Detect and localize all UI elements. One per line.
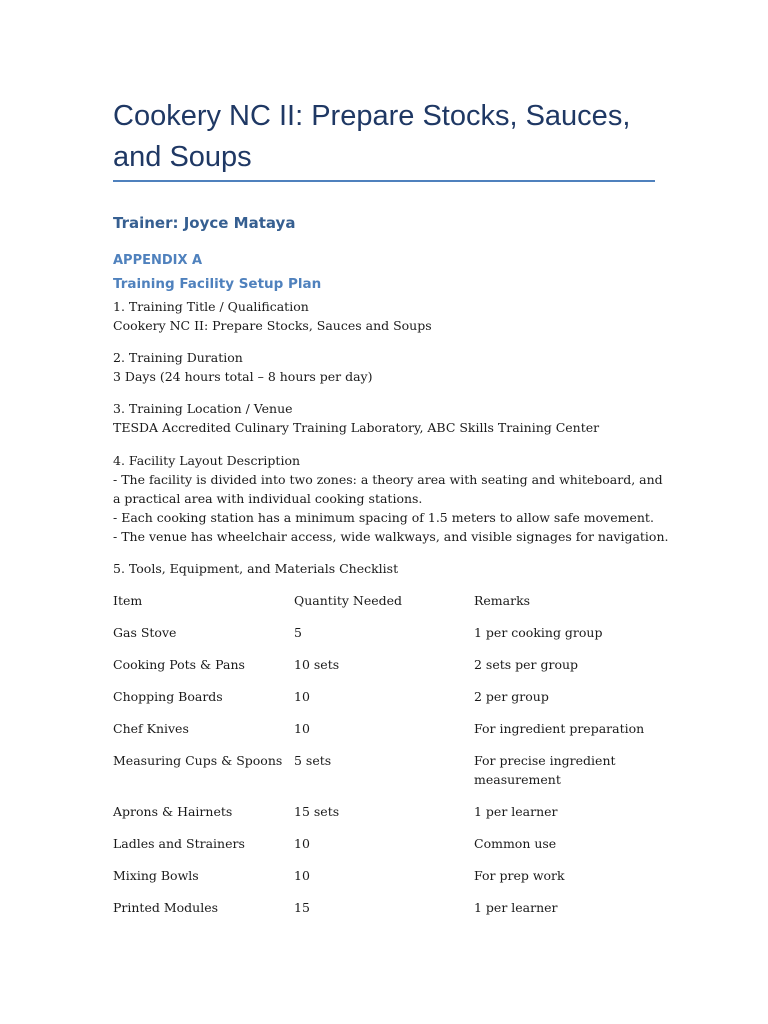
cell-remarks: 1 per learner	[474, 804, 558, 819]
cell-quantity: 10	[294, 836, 310, 851]
cell-remarks: 2 sets per group	[474, 657, 579, 672]
section-heading: 4. Facility Layout Description	[113, 453, 301, 468]
cell-item: Printed Modules	[113, 900, 219, 915]
cell-remarks: For prep work	[474, 868, 565, 883]
column-header-item: Item	[113, 593, 143, 608]
section-text: TESDA Accredited Culinary Training Laboratory, ABC Skills Training Center	[113, 420, 600, 435]
layout-line: - The venue has wheelchair access, wide walkways, and visible signages for navigation.	[113, 529, 669, 544]
section-heading: 2. Training Duration	[113, 350, 243, 365]
setup-plan-heading: Training Facility Setup Plan	[113, 276, 322, 292]
section-facility-layout	[113, 451, 673, 546]
cell-item: Chef Knives	[113, 721, 189, 736]
cell-item: Mixing Bowls	[113, 868, 199, 883]
section-checklist	[113, 559, 673, 578]
section-text: Cookery NC II: Prepare Stocks, Sauces and Soups	[113, 318, 432, 333]
cell-item: Measuring Cups & Spoons	[113, 753, 283, 768]
cell-quantity: 10	[294, 721, 310, 736]
cell-remarks: 2 per group	[474, 689, 549, 704]
document-title: Cookery NC II: Prepare Stocks, Sauces, and Soups	[113, 100, 631, 173]
cell-remarks: Common use	[474, 836, 557, 851]
section-training-title	[113, 297, 673, 335]
cell-remarks: For ingredient preparation	[474, 721, 645, 736]
cell-quantity: 15 sets	[294, 804, 340, 819]
cell-quantity: 10 sets	[294, 657, 340, 672]
section-text: 3 Days (24 hours total – 8 hours per day)	[113, 369, 373, 384]
section-training-duration	[113, 348, 673, 386]
cell-quantity: 15	[294, 900, 310, 915]
cell-item: Aprons & Hairnets	[113, 804, 233, 819]
cell-quantity: 10	[294, 689, 310, 704]
cell-quantity: 5 sets	[294, 753, 332, 768]
section-heading: 1. Training Title / Qualification	[113, 299, 309, 314]
appendix-heading: APPENDIX A	[113, 253, 203, 268]
cell-quantity: 10	[294, 868, 310, 883]
title-divider	[113, 180, 655, 182]
section-training-location	[113, 399, 673, 437]
layout-line: - The facility is divided into two zones: a theory area with seating and whiteboard, and a practical area with individual cooking stations.	[113, 472, 663, 506]
section-heading: 3. Training Location / Venue	[113, 401, 293, 416]
cell-remarks: 1 per cooking group	[474, 625, 603, 640]
section-heading: 5. Tools, Equipment, and Materials Checklist	[113, 561, 399, 576]
cell-remarks: For precise ingredient measurement	[474, 753, 616, 787]
column-header-quantity: Quantity Needed	[294, 593, 403, 608]
column-header-remarks: Remarks	[474, 593, 531, 608]
cell-item: Cooking Pots & Pans	[113, 657, 245, 672]
cell-item: Ladles and Strainers	[113, 836, 245, 851]
cell-item: Gas Stove	[113, 625, 177, 640]
trainer-heading: Trainer: Joyce Mataya	[113, 214, 296, 232]
cell-quantity: 5	[294, 625, 302, 640]
cell-item: Chopping Boards	[113, 689, 223, 704]
cell-remarks: 1 per learner	[474, 900, 558, 915]
layout-line: - Each cooking station has a minimum spacing of 1.5 meters to allow safe movement.	[113, 510, 654, 525]
